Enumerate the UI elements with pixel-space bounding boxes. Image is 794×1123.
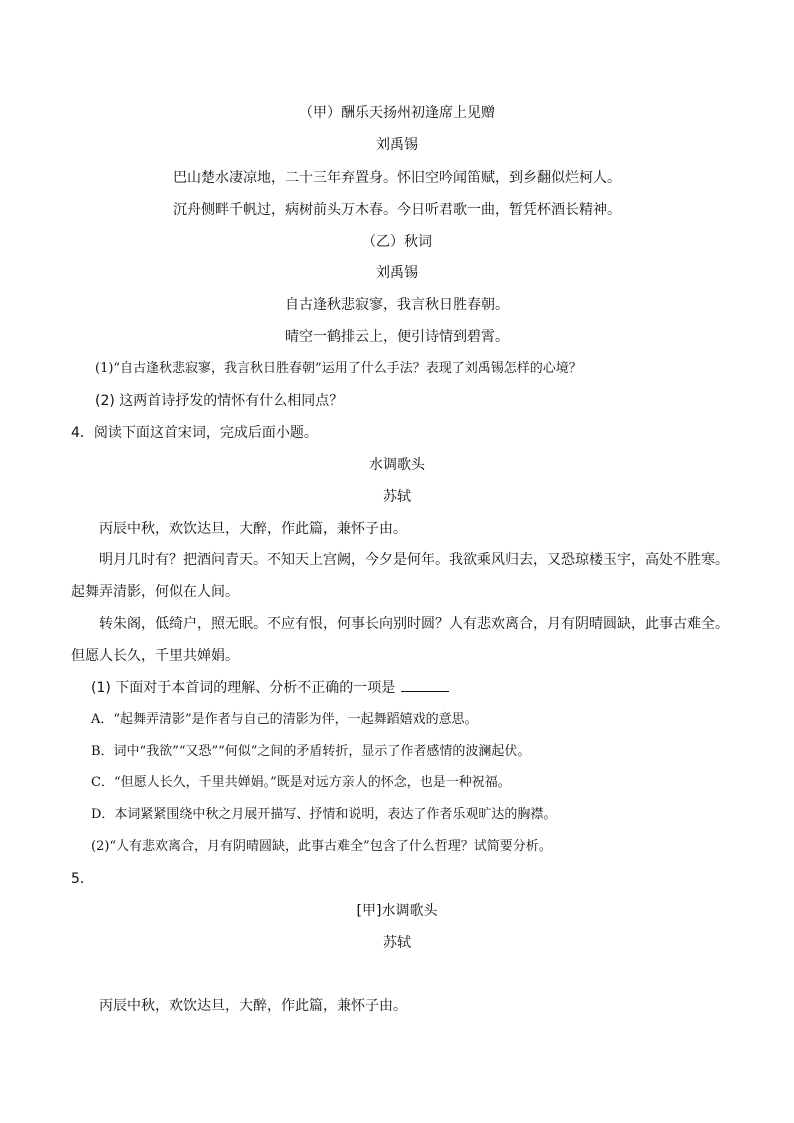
q3-subquestion-1: (1)“自古逢秋悲寂寥，我言秋日胜春朝”运用了什么手法？表现了刘禹锡怎样的心境？ [95, 361, 582, 376]
q4-subquestion-1 [91, 679, 449, 697]
poem-a-line-2: 沉舟侧畔千帆过，病树前头万木春。今日听君歌一曲，暂凭杯酒长精神。 [173, 202, 621, 218]
q5-number: 5． [71, 871, 94, 887]
q4-option-b: B．词中“我欲”“又恐”“何似”之间的矛盾转折，显示了作者感情的波澜起伏。 [91, 744, 531, 759]
q4-para2-line2: 但愿人长久，千里共婵娟。 [71, 648, 239, 664]
q4-para1-line2: 起舞弄清影，何似在人间。 [71, 584, 239, 600]
q5-poem-title: [甲]水调歌头 [356, 903, 438, 919]
poem-a-title: （甲）酬乐天扬州初逢席上见赠 [299, 105, 495, 121]
answer-blank [401, 679, 449, 692]
poem-b-line-1: 自古逢秋悲寂寥，我言秋日胜春朝。 [285, 297, 509, 313]
poem-a-line-1: 巴山楚水凄凉地，二十三年弃置身。怀旧空吟闻笛赋，到乡翻似烂柯人。 [173, 170, 621, 186]
poem-a-author: 刘禹锡 [376, 137, 418, 153]
q3-subquestion-2: (2) 这两首诗抒发的情怀有什么相同点？ [95, 393, 344, 409]
poem-b-line-2: 晴空一鹤排云上，便引诗情到碧霄。 [285, 329, 509, 345]
q5-poem-author: 苏轼 [383, 935, 411, 951]
q4-option-a: A．“起舞弄清影”是作者与自己的清影为伴，一起舞蹈嬉戏的意思。 [91, 712, 478, 727]
q4-subquestion-1-text: (1) 下面对于本首词的理解、分析不正确的一项是 [91, 680, 396, 696]
q4-poem-title: 水调歌头 [369, 457, 425, 473]
q4-para1-line1: 明月几时有？把酒问青天。不知天上宫阙，今夕是何年。我欲乘风归去，又恐琼楼玉宇，高处不胜寒。 [99, 552, 729, 568]
q4-poem-author: 苏轼 [383, 489, 411, 505]
q4-para2-line1: 转朱阁，低绮户，照无眠。不应有恨，何事长向别时圆？人有悲欢离合，月有阴晴圆缺，此事古难全。 [99, 616, 729, 632]
poem-b-title: （乙）秋词 [362, 234, 432, 250]
q4-intro: 4．阅读下面这首宋词，完成后面小题。 [71, 425, 318, 441]
q5-preface: 丙辰中秋，欢饮达旦，大醉，作此篇，兼怀子由。 [99, 998, 407, 1014]
q4-option-c: C．“但愿人长久，千里共婵娟。”既是对远方亲人的怀念，也是一种祝福。 [91, 775, 511, 790]
q4-subquestion-2: (2)“人有悲欢离合，月有阴晴圆缺，此事古难全”包含了什么哲理？试简要分析。 [91, 839, 552, 854]
poem-b-author: 刘禹锡 [376, 265, 418, 281]
q4-preface: 丙辰中秋，欢饮达旦，大醉，作此篇，兼怀子由。 [99, 521, 407, 537]
q4-option-d: D．本词紧紧围绕中秋之月展开描写、抒情和说明，表达了作者乐观旷达的胸襟。 [91, 807, 557, 822]
